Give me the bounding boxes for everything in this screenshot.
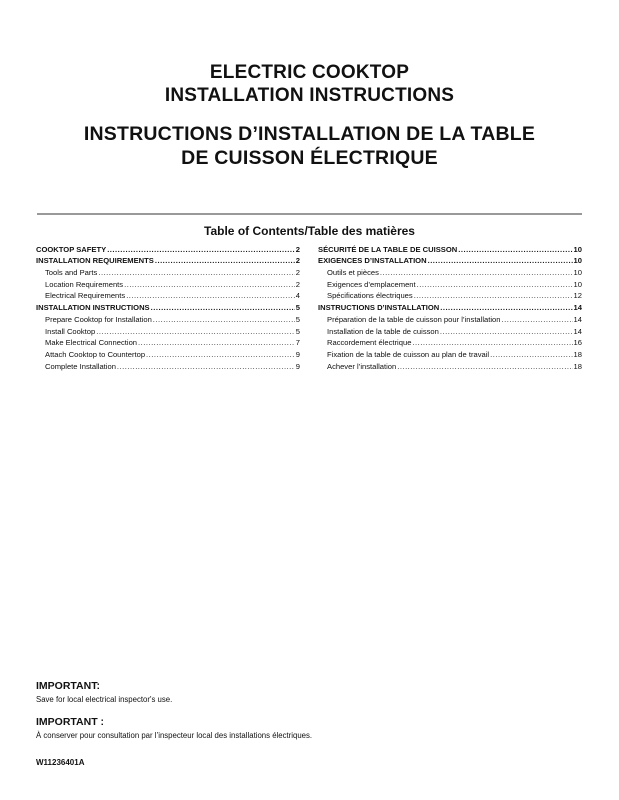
toc-entry <box>36 243 300 255</box>
toc-entry-page: 9 <box>295 361 300 371</box>
toc-entry-label: Electrical Requirements <box>45 291 126 301</box>
toc-entry-page: 14 <box>573 326 582 336</box>
toc-entry-label: INSTALLATION INSTRUCTIONS <box>36 303 150 313</box>
toc-entry-label: COOKTOP SAFETY <box>36 244 107 254</box>
toc-entry-page: 2 <box>295 244 300 254</box>
french-title-line-1: INSTRUCTIONS D’INSTALLATION DE LA TABLE <box>83 123 536 145</box>
toc-entry-label: Tools and Parts <box>45 268 98 278</box>
toc-entry <box>36 278 300 290</box>
toc-leader-dots <box>138 337 295 348</box>
french-title-line-2: DE CUISSON ÉLECTRIQUE <box>181 147 438 169</box>
toc-leader-dots <box>502 314 573 325</box>
toc-entry-page: 14 <box>573 303 582 313</box>
toc-leader-dots <box>98 267 294 278</box>
toc-entry <box>318 290 582 302</box>
french-title <box>0 122 619 170</box>
toc-leader-dots <box>124 279 295 290</box>
toc-entry <box>318 301 582 313</box>
toc-entry-page: 2 <box>295 256 300 266</box>
toc-entry-label: EXIGENCES D’INSTALLATION <box>318 256 427 266</box>
toc-entry-label: Install Cooktop <box>45 326 96 336</box>
toc-entry-page: 9 <box>295 349 300 359</box>
toc-entry <box>36 325 300 337</box>
toc-entry <box>318 325 582 337</box>
toc-entry-page: 14 <box>573 314 582 324</box>
toc-entry-page: 12 <box>573 291 582 301</box>
english-title-line-2: INSTALLATION INSTRUCTIONS <box>164 85 455 106</box>
toc-entry-label: SÉCURITÉ DE LA TABLE DE CUISSON <box>318 244 458 254</box>
english-title <box>0 61 619 107</box>
toc-entry-label: Fixation de la table de cuisson au plan de travail <box>327 349 490 359</box>
toc-entry-label: Spécifications électriques <box>327 291 413 301</box>
toc-entry-page: 10 <box>573 268 582 278</box>
toc-leader-dots <box>107 244 295 255</box>
toc-entry <box>36 255 300 267</box>
toc-entry-label: INSTRUCTIONS D’INSTALLATION <box>318 303 440 313</box>
toc-entry-label: Installation de la table de cuisson <box>327 326 439 336</box>
important-text-french: À conserver pour consultation par l’inspecteur local des installations électriques. <box>36 731 313 740</box>
english-title-line-1: ELECTRIC COOKTOP <box>209 62 410 83</box>
toc-entry-label: Attach Cooktop to Countertop <box>45 349 146 359</box>
document-number: W11236401A <box>36 758 85 767</box>
toc-entry-page: 5 <box>295 314 300 324</box>
toc-entry-page: 10 <box>573 244 582 254</box>
toc-entry-page: 18 <box>573 349 582 359</box>
toc-entry-label: Outils et pièces <box>327 268 379 278</box>
toc-entry <box>318 278 582 290</box>
toc-entry <box>36 337 300 349</box>
toc-entry-page: 2 <box>295 279 300 289</box>
toc-entry-label: Raccordement électrique <box>327 338 412 348</box>
toc-entry <box>318 243 582 255</box>
toc-leader-dots <box>417 279 573 290</box>
toc-entry <box>318 348 582 360</box>
toc-entry <box>36 348 300 360</box>
toc-leader-dots <box>96 326 295 337</box>
toc-column-french <box>318 243 582 372</box>
toc-entry <box>36 360 300 372</box>
toc-entry <box>318 255 582 267</box>
toc-leader-dots <box>126 290 295 301</box>
toc-entry-page: 18 <box>573 361 582 371</box>
toc-heading: Table of Contents/Table des matières <box>204 224 415 238</box>
toc-leader-dots <box>153 314 295 325</box>
toc-entry <box>36 266 300 278</box>
toc-leader-dots <box>458 244 572 255</box>
toc-entry-page: 10 <box>573 256 582 266</box>
important-text-english: Save for local electrical inspector's use. <box>36 695 173 704</box>
toc-entry-page: 4 <box>295 291 300 301</box>
toc-entry-label: INSTALLATION REQUIREMENTS <box>36 256 154 266</box>
important-heading-french: IMPORTANT : <box>36 716 105 728</box>
toc-leader-dots <box>146 349 295 360</box>
toc-entry <box>36 290 300 302</box>
toc-entry-page: 7 <box>295 338 300 348</box>
toc-entry-label: Exigences d’emplacement <box>327 279 416 289</box>
toc-leader-dots <box>490 349 572 360</box>
toc-entry-label: Location Requirements <box>45 279 124 289</box>
toc-entry-page: 10 <box>573 279 582 289</box>
toc-leader-dots <box>155 255 295 266</box>
toc-leader-dots <box>428 255 573 266</box>
toc-leader-dots <box>440 326 573 337</box>
toc-entry-page: 16 <box>573 338 582 348</box>
toc-entry <box>36 313 300 325</box>
toc-leader-dots <box>412 337 572 348</box>
toc-leader-dots <box>151 302 295 313</box>
toc-leader-dots <box>397 361 572 372</box>
toc-entry-label: Make Electrical Connection <box>45 338 138 348</box>
toc-entry <box>318 313 582 325</box>
toc-leader-dots <box>414 290 573 301</box>
toc-leader-dots <box>440 302 572 313</box>
toc-entry-page: 2 <box>295 268 300 278</box>
toc-divider <box>37 213 582 215</box>
toc-entry <box>36 301 300 313</box>
toc-entry-label: Préparation de la table de cuisson pour l’installation <box>327 314 501 324</box>
toc-entry <box>318 360 582 372</box>
toc-column-english <box>36 243 300 372</box>
toc-entry <box>318 266 582 278</box>
toc-entry-page: 5 <box>295 303 300 313</box>
toc-leader-dots <box>117 361 295 372</box>
important-heading-english: IMPORTANT: <box>36 680 100 692</box>
toc-entry-label: Achever l’installation <box>327 361 397 371</box>
toc-leader-dots <box>380 267 573 278</box>
toc-entry-label: Prepare Cooktop for Installation <box>45 314 152 324</box>
toc-entry-page: 5 <box>295 326 300 336</box>
toc-entry <box>318 337 582 349</box>
toc-entry-label: Complete Installation <box>45 361 116 371</box>
